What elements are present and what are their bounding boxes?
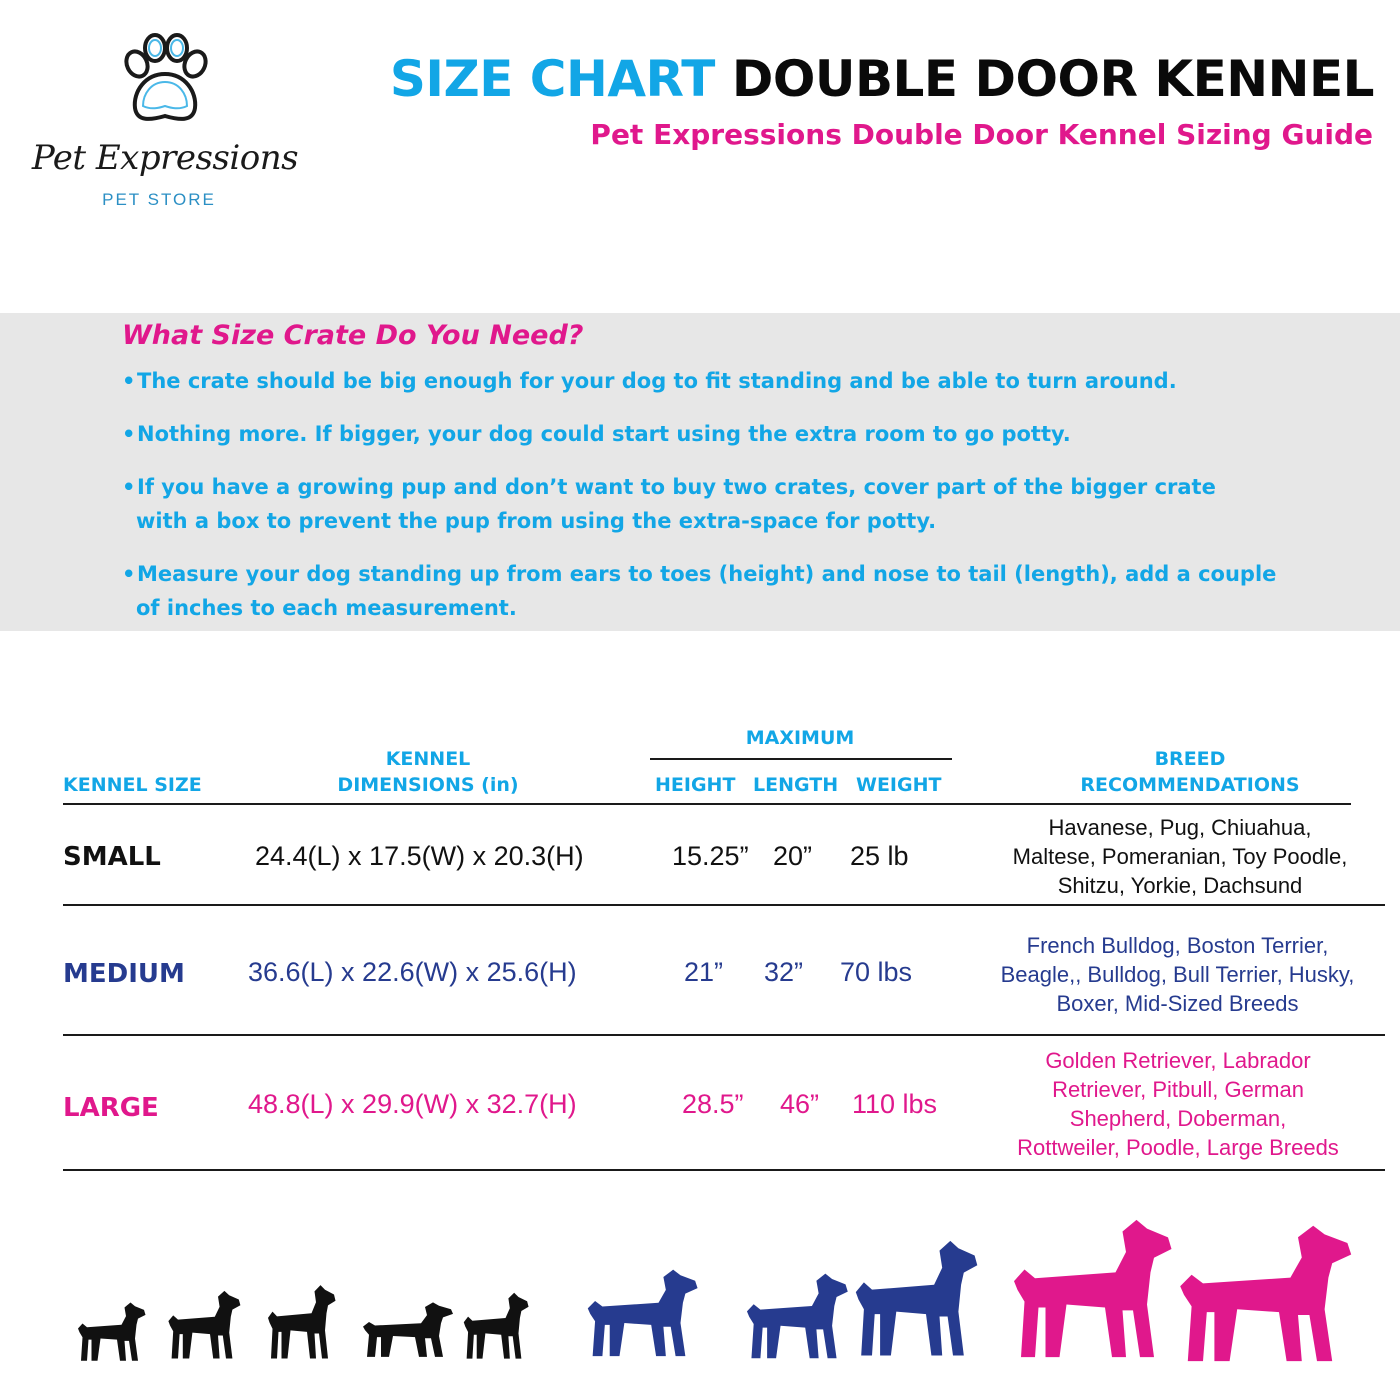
breed-line: Retriever, Pitbull, German xyxy=(1052,1077,1304,1102)
dimensions-medium: 36.6(L) x 22.6(W) x 25.6(H) xyxy=(248,957,577,987)
length-small: 20” xyxy=(773,841,813,871)
pomeranian-silhouette-icon xyxy=(464,1293,529,1359)
tips-title: What Size Crate Do You Need? xyxy=(122,320,584,351)
breeds-large xyxy=(968,1046,1388,1162)
row-divider xyxy=(63,904,1385,906)
height-small: 15.25” xyxy=(672,841,749,871)
dimensions-large: 48.8(L) x 29.9(W) x 32.7(H) xyxy=(248,1089,577,1119)
paw-icon xyxy=(115,30,215,130)
bulldog-silhouette-icon xyxy=(588,1270,698,1356)
tip-item: •Measure your dog standing up from ears to toes (height) and nose to tail (length), add a couple of inches to each measurement. xyxy=(122,562,1277,620)
tip-item: •The crate should be big enough for your dog to fit standing and be able to turn around. xyxy=(122,369,1177,393)
header-dimensions-line2: DIMENSIONS (in) xyxy=(337,774,519,796)
title-part-size-chart: SIZE CHART xyxy=(389,50,715,108)
breed-line: Havanese, Pug, Chiuahua, xyxy=(1048,815,1312,840)
title-part-kennel: DOUBLE DOOR KENNEL xyxy=(731,50,1374,108)
breed-line: Shepherd, Doberman, xyxy=(1069,1106,1287,1131)
dog-silhouettes xyxy=(0,1200,1400,1400)
retriever-silhouette-icon xyxy=(1180,1226,1351,1361)
size-label-small: SMALL xyxy=(63,842,161,872)
pug-silhouette-icon xyxy=(78,1302,146,1360)
breed-line: Boxer, Mid-Sized Breeds xyxy=(1056,991,1299,1016)
tip-item: •Nothing more. If bigger, your dog could start using the extra room to go potty. xyxy=(122,422,1071,446)
header-dimensions-line1: KENNEL xyxy=(385,748,471,770)
maximum-divider xyxy=(650,758,952,760)
breeds-medium xyxy=(965,931,1390,1018)
dimensions-small: 24.4(L) x 17.5(W) x 20.3(H) xyxy=(255,841,584,871)
row-divider xyxy=(63,1034,1385,1036)
beagle-silhouette-icon xyxy=(747,1274,848,1359)
tip-text-continued: of inches to each measurement. xyxy=(136,596,517,620)
breed-line: Beagle,, Bulldog, Bull Terrier, Husky, xyxy=(1000,962,1355,987)
breed-line: Shitzu, Yorkie, Dachsund xyxy=(1057,873,1303,898)
breed-line: French Bulldog, Boston Terrier, xyxy=(1026,933,1329,958)
height-medium: 21” xyxy=(684,957,724,987)
size-label-medium: MEDIUM xyxy=(63,959,185,989)
breed-line: Golden Retriever, Labrador xyxy=(1045,1048,1311,1073)
length-medium: 32” xyxy=(764,957,804,987)
row-divider xyxy=(63,1169,1385,1171)
chihuahua-silhouette-icon xyxy=(268,1285,336,1358)
weight-small: 25 lb xyxy=(850,841,909,871)
weight-large: 110 lbs xyxy=(852,1089,938,1119)
header-maximum: MAXIMUM xyxy=(745,727,855,749)
breed-line: Maltese, Pomeranian, Toy Poodle, xyxy=(1012,844,1348,869)
breeds-small xyxy=(970,813,1390,900)
rottweiler-silhouette-icon xyxy=(1014,1220,1172,1357)
boxer-silhouette-icon xyxy=(856,1241,978,1356)
page-subtitle: Pet Expressions Double Door Kennel Sizing Guide xyxy=(590,118,1373,151)
tip-text: The crate should be big enough for your dog to fit standing and be able to turn around. xyxy=(137,369,1177,393)
tip-text: Nothing more. If bigger, your dog could start using the extra room to go potty. xyxy=(137,422,1071,446)
logo-subtitle: PET STORE xyxy=(102,190,216,209)
header-weight: WEIGHT xyxy=(856,774,942,796)
french-bulldog-silhouette-icon xyxy=(168,1291,240,1359)
tip-item: •If you have a growing pup and don’t want to buy two crates, cover part of the bigger crate with a box to prevent the pup from using the extra-space for potty. xyxy=(122,475,1216,533)
height-large: 28.5” xyxy=(682,1089,744,1119)
page-title xyxy=(390,50,1374,108)
store-logo xyxy=(20,30,310,220)
logo-name: Pet Expressions xyxy=(31,138,299,178)
breed-line: Rottweiler, Poodle, Large Breeds xyxy=(1017,1135,1339,1160)
length-large: 46” xyxy=(780,1089,820,1119)
dachshund-silhouette-icon xyxy=(363,1302,453,1357)
weight-medium: 70 lbs xyxy=(840,957,913,987)
tip-text: If you have a growing pup and don’t want to buy two crates, cover part of the bigger crate xyxy=(137,475,1216,499)
tip-text: Measure your dog standing up from ears to toes (height) and nose to tail (length), add a couple xyxy=(137,562,1277,586)
table-header-rule xyxy=(63,803,1351,805)
header-length: LENGTH xyxy=(753,774,839,796)
tip-text-continued: with a box to prevent the pup from using the extra-space for potty. xyxy=(136,509,937,533)
header-breed-line1: BREED xyxy=(1154,748,1226,770)
header-height: HEIGHT xyxy=(655,774,736,796)
header-kennel-size: KENNEL SIZE xyxy=(63,774,202,796)
header-breed-line2: RECOMMENDATIONS xyxy=(1080,774,1300,796)
size-label-large: LARGE xyxy=(63,1093,159,1123)
